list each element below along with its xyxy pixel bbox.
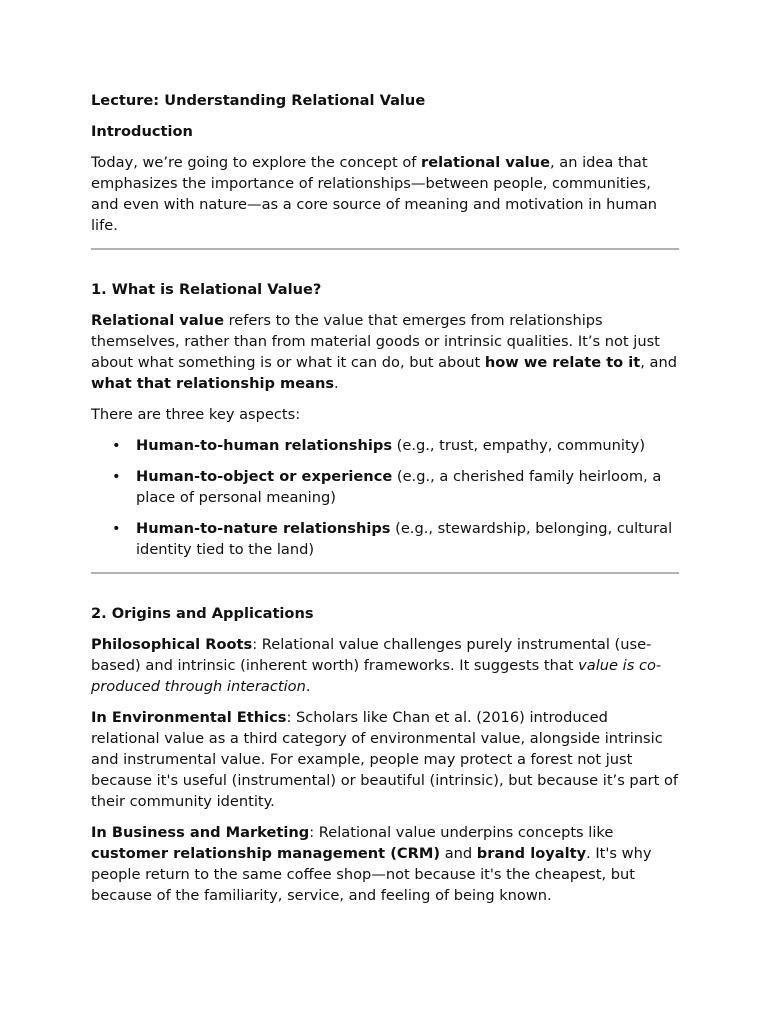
bullet-icon: • [112, 468, 121, 485]
s2-p3-text-3: . It's why people return to the same coffee shop—not because it's the cheapest, but because of the familiarity, service, and feeling of being known. [91, 845, 652, 904]
intro-text-2: , an idea that emphasizes the importance of relationships—between people, communities, and even with nature—as a core source of meaning and motivation in human life. [91, 154, 658, 234]
s1-bold-term: Relational value [91, 312, 224, 329]
list-item-bold: Human-to-object or experience [136, 468, 393, 485]
s1-text-3: . [334, 375, 339, 392]
philosophical-roots-paragraph [91, 634, 679, 697]
bullet-icon: • [112, 437, 121, 454]
introduction-heading: Introduction [91, 123, 193, 140]
s1-bold-what-it-means: what that relationship means [91, 375, 335, 392]
list-item [112, 435, 679, 456]
s2-bold-crm: customer relationship management (CRM) [91, 845, 441, 862]
s2-p3-text-1: : Relational value underpins concepts like [309, 824, 614, 841]
s2-p3-text-2: and [440, 845, 477, 862]
business-marketing-paragraph [91, 822, 679, 906]
s1-text-2: , and [640, 354, 677, 371]
introduction-paragraph [91, 152, 679, 236]
lecture-title: Lecture: Understanding Relational Value [91, 92, 426, 109]
list-item [112, 466, 679, 508]
list-item [112, 518, 679, 560]
list-item-text: (e.g., a cherished family heirloom, a place of personal meaning) [136, 468, 662, 506]
bullet-icon: • [112, 520, 121, 537]
s2-italic-co-produced: value is co-produced through interaction [91, 657, 662, 695]
list-item-text: (e.g., trust, empathy, community) [392, 437, 646, 454]
list-item-text: (e.g., stewardship, belonging, cultural identity tied to the land) [136, 520, 673, 558]
s2-p1-text-2: . [305, 678, 311, 695]
section-1-heading: 1. What is Relational Value? [91, 281, 322, 298]
aspects-intro: There are three key aspects: [91, 406, 301, 423]
s2-bold-philosophical-roots: Philosophical Roots [91, 636, 253, 653]
section-1-paragraph [91, 310, 679, 394]
s2-bold-environmental-ethics: In Environmental Ethics [91, 709, 287, 726]
s2-bold-brand-loyalty: brand loyalty [476, 845, 587, 862]
list-item-bold: Human-to-human relationships [136, 437, 393, 454]
environmental-ethics-paragraph [91, 707, 679, 812]
s2-p2-text: : Scholars like Chan et al. (2016) introduced relational value as a third category of environmental value, alongside intrinsic and instrumental value. For example, people may protect a forest not just because it's useful (instrumental) or beautiful (intrinsic), but because it’s part of their community identity. [91, 709, 679, 810]
s1-text-1: refers to the value that emerges from relationships themselves, rather than from material goods or intrinsic qualities. It’s not just about what something is or what it can do, but about [91, 312, 660, 371]
intro-text-1: Today, we’re going to explore the concept of [91, 154, 422, 171]
intro-bold-relational-value: relational value [421, 154, 550, 171]
s1-bold-how-we-relate: how we relate to it [484, 354, 641, 371]
s2-bold-business-marketing: In Business and Marketing [91, 824, 310, 841]
document-body [91, 90, 679, 916]
list-item-bold: Human-to-nature relationships [136, 520, 391, 537]
aspects-list [91, 435, 679, 560]
section-divider [91, 572, 679, 574]
section-2-heading: 2. Origins and Applications [91, 605, 314, 622]
s2-p1-text-1: : Relational value challenges purely instrumental (use-based) and intrinsic (inherent worth) frameworks. It suggests that [91, 636, 652, 674]
section-divider [91, 248, 679, 250]
